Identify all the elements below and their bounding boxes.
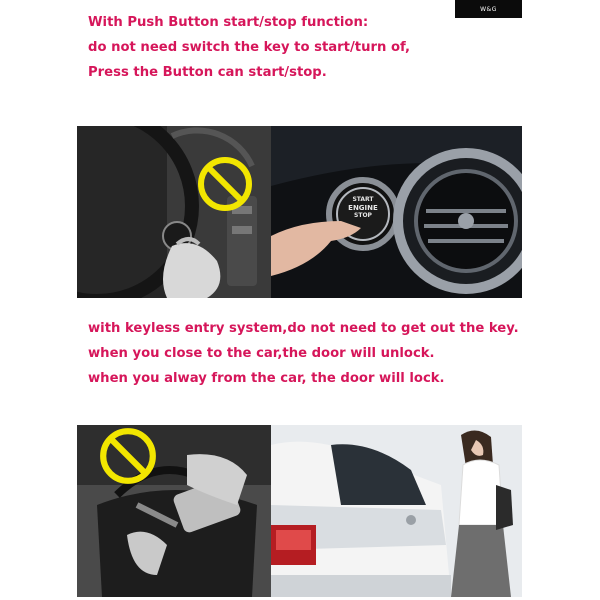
key-in-bag-photo	[77, 425, 271, 597]
push-start-button-photo	[271, 126, 522, 298]
description-line: with keyless entry system,do not need to get out the key.	[88, 321, 519, 336]
description-line: when you alway from the car, the door will lock.	[88, 371, 445, 386]
brand-logo-text: W&G	[480, 5, 497, 13]
engine-button-label-line: STOP	[354, 212, 372, 219]
engine-button-label	[338, 196, 388, 220]
engine-button-label-line: START	[352, 196, 374, 203]
push-button-description	[88, 10, 410, 85]
description-line: Press the Button can start/stop.	[88, 65, 327, 80]
no-sign-icon	[195, 154, 255, 214]
brand-logo	[455, 0, 522, 18]
keyless-car-photo	[271, 425, 522, 597]
key-ignition-photo	[77, 126, 271, 298]
description-line: when you close to the car,the door will unlock.	[88, 346, 435, 361]
description-line: With Push Button start/stop function:	[88, 15, 369, 30]
no-sign-icon	[97, 425, 159, 487]
description-line: do not need switch the key to start/turn of,	[88, 40, 411, 55]
engine-button-label-line: ENGINE	[348, 204, 378, 212]
keyless-entry-description	[88, 316, 519, 391]
